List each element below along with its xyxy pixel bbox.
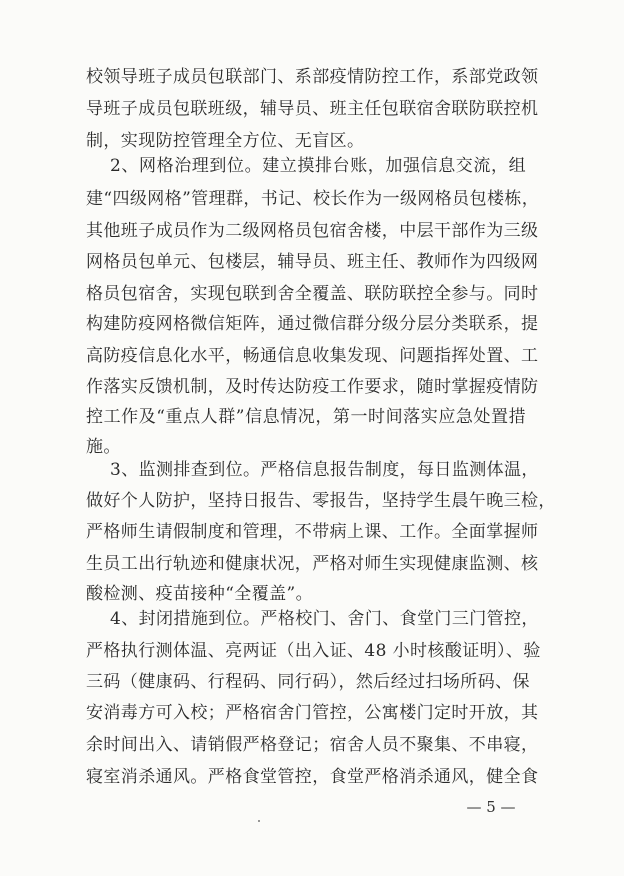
text-line: 严格执行测体温、亮两证（出入证、48 小时核酸证明）、验 [86, 641, 541, 661]
text-line: 导班子成员包联班级，辅导员、班主任包联宿舍联防联控机 [86, 99, 539, 119]
text-line: 其他班子成员作为二级网格员包宿舍楼，中层干部作为三级 [86, 221, 539, 241]
text-line: 网格员包单元、包楼层，辅导员、班主任、教师作为四级网 [86, 252, 539, 272]
text-line: 严格师生请假制度和管理，不带病上课、工作。全面掌握师 [86, 522, 539, 542]
text-line: 三码（健康码、行程码、同行码），然后经过扫场所码、保 [86, 672, 530, 692]
text-line: 安消毒方可入校；严格宿舍门管控，公寓楼门定时开放，其 [86, 703, 539, 723]
text-line: 酸检测、疫苗接种“全覆盖”。 [86, 584, 313, 604]
text-line: 生员工出行轨迹和健康状况，严格对师生实现健康监测、核 [86, 554, 539, 574]
text-line: 格员包宿舍，实现包联到舍全覆盖、联防联控全参与。同时 [86, 284, 539, 304]
text-line: 4、封闭措施到位。严格校门、舍门、食堂门三门管控， [110, 609, 539, 629]
text-line: 制，实现防控管理全方位、无盲区。 [86, 131, 365, 151]
text-line: 2、网格治理到位。建立摸排台账，加强信息交流，组 [110, 156, 526, 176]
text-line: 建“四级网格”管理群，书记、校长作为一级网格员包楼栋， [86, 189, 540, 209]
text-line: 3、监测排查到位。严格信息报告制度，每日监测体温， [110, 460, 539, 480]
scan-dot [258, 820, 260, 822]
page-number: — 5 — [466, 798, 516, 816]
text-line: 高防疫信息化水平，畅通信息收集发现、问题指挥处置、工 [86, 346, 539, 366]
text-line: 控工作及“重点人群”信息情况，第一时间落实应急处置措 [86, 407, 526, 427]
text-line: 构建防疫网格微信矩阵，通过微信群分级分层分类联系，提 [86, 314, 539, 334]
text-line: 施。 [86, 437, 121, 457]
text-line: 做好个人防护，坚持日报告、零报告，坚持学生晨午晚三检， [86, 491, 556, 511]
text-line: 余时间出入、请销假严格登记；宿舍人员不聚集、不串寝， [86, 735, 539, 755]
text-line: 寝室消杀通风。严格食堂管控，食堂严格消杀通风，健全食 [86, 767, 539, 787]
text-line: 作落实反馈机制，及时传达防疫工作要求，随时掌握疫情防 [86, 377, 539, 397]
text-line: 校领导班子成员包联部门、系部疫情防控工作，系部党政领 [86, 67, 539, 87]
